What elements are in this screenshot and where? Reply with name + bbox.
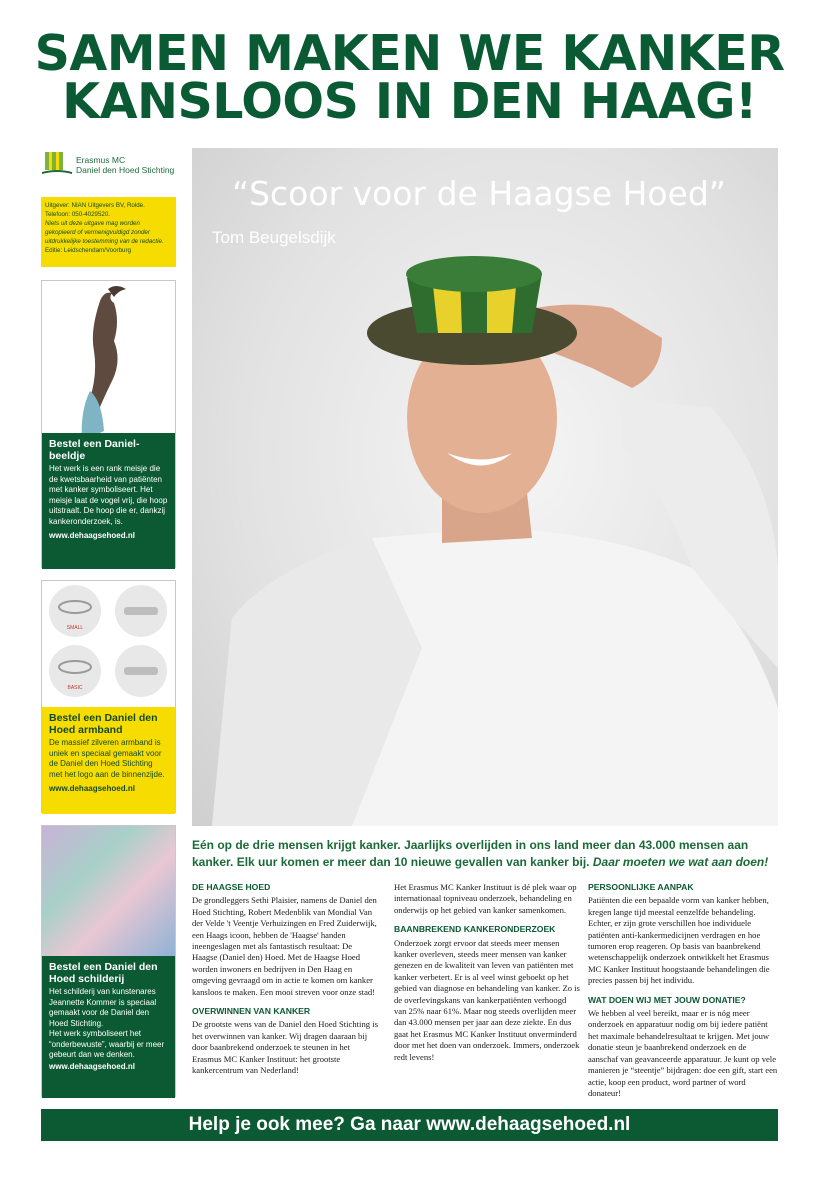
headline-line-2: KANSLOOS IN DEN HAAG!: [62, 73, 757, 130]
schilderij-url[interactable]: www.dehaagsehoed.nl: [49, 1061, 135, 1071]
schilderij-text-1: Het schilderij van kunstenares Jeannette Kommer is speciaal gemaakt voor de Daniel den Hoed Stichting.: [49, 987, 157, 1028]
text-instituut: Het Erasmus MC Kanker Instituut is dé plek waar op internationaal topniveau onderzoek, behandeling en onderwijs op het gebied van kanker samenkomen.: [394, 882, 577, 915]
text-overwinnen: De grootste wens van de Daniel den Hoed Stichting is het overwinnen van kanker. Wij dragen daaraan bij door baanbrekend onderzoek te steunen in het Erasmus MC Kanker Instituut: het grootste kankercentrum van Nederland!: [192, 1019, 378, 1076]
label-basic: BASIC: [67, 685, 83, 691]
heading-haagse-hoed: DE HAAGSE HOED: [192, 882, 271, 892]
hero-photo: [192, 148, 778, 826]
heading-overwinnen: OVERWINNEN VAN KANKER: [192, 1006, 311, 1017]
heading-onderzoek: BAANBREKEND KANKERONDERZOEK: [394, 924, 556, 935]
article-column-3: [588, 882, 778, 1107]
colophon-edition: Editie: Leidschendam/Voorburg: [45, 247, 131, 254]
beeldje-title: Bestel een Daniel-beeldje: [49, 438, 140, 462]
heading-donatie: WAT DOEN WIJ MET JOUW DONATIE?: [588, 994, 746, 1005]
armband-caption: [42, 707, 175, 814]
armband-image: [42, 581, 175, 814]
logo-line-2: Daniel den Hoed Stichting: [76, 165, 175, 175]
hat-logo-icon: [42, 150, 72, 180]
headline: [0, 25, 819, 130]
hero-quote: “Scoor voor de Haagse Hoed”: [232, 174, 726, 213]
article-column-1: [192, 882, 378, 1085]
erasmus-logo: [42, 150, 177, 182]
statue-icon: [42, 281, 175, 451]
schilderij-caption: [42, 956, 175, 1098]
beeldje-text: Het werk is een rank meisje die de kwetsbaarheid van patiënten met kanker symboliseert. Het meisje laat de vogel vrij, die hoop uitstraalt. De hoop die er, dankzij kankeronderzoek, is.: [49, 464, 168, 526]
beeldje-card[interactable]: [41, 280, 176, 568]
colophon-notice: Niets uit deze uitgave mag worden gekopieerd of vermenigvuldigd zonder uitdrukkelijke toestemming van de redactie.: [45, 220, 164, 245]
footer-banner[interactable]: Help je ook mee? Ga naar www.dehaagsehoed.nl: [41, 1109, 778, 1141]
portrait-illustration: [192, 148, 778, 826]
label-small: SMALL: [66, 625, 84, 631]
colophon-phone: Telefoon: 050-4029520.: [45, 211, 111, 218]
beeldje-caption: [42, 433, 175, 569]
hero-person-name: Tom Beugelsdijk: [212, 228, 336, 247]
logo-text: [76, 155, 174, 175]
text-haagse-hoed: De grondleggers Sethi Plaisier, namens de Daniel den Hoed Stichting, Robert Medenblik van Mondial Van der Velde 't Veentje Verhuizingen en Fred Zuiderwijk, een Haags icoon, hebben de 'Haagse' handen ineengeslagen met als fantastisch resultaat: De Haagse (Daniel den) Hoed. Met de Haagse Hoed worden inwoners en bedrijven in Den Haag en omgeving gevraagd om in actie te komen om kanker kansloos te maken. Een mooi streven voor onze stad!: [192, 895, 377, 997]
article-column-2: [394, 882, 580, 1071]
armband-title: Bestel een Daniel den Hoed armband: [49, 712, 158, 736]
schilderij-image: [42, 826, 175, 1098]
colophon-publisher: Uitgever: NIAN Uitgevers BV, Rolde.: [45, 202, 145, 209]
text-aanpak: Patiënten die een bepaalde vorm van kanker hebben, kregen lange tijd meestal eenzelfde behandeling. Echter, er zijn grote verschillen hoe individuele patiënten anti-kankermedicijnen verdragen en hoe tumoren erop reageren. Op basis van baanbrekend wetenschappelijk onderzoek ontwikkelt het Erasmus MC Kanker Instituut hoogstaande behandelingen die precies passen bij het individu.: [588, 895, 770, 986]
armband-url[interactable]: www.dehaagsehoed.nl: [49, 784, 135, 793]
intro-text: [192, 837, 778, 871]
colophon-box: [41, 197, 176, 267]
beeldje-image: [42, 281, 175, 569]
intro-body: Eén op de drie mensen krijgt kanker. Jaarlijks overlijden in ons land meer dan 43.000 mensen aan kanker. Elk uur komen er meer dan 10 nieuwe gevallen van kanker bij.: [192, 838, 749, 869]
painting-icon: [42, 826, 175, 956]
armband-text: De massief zilveren armband is uniek en speciaal gemaakt voor de Daniel den Hoed Stichting met het logo aan de binnenzijde.: [49, 738, 165, 779]
schilderij-card[interactable]: [41, 825, 176, 1097]
intro-emphasis: Daar moeten we wat aan doen!: [592, 855, 769, 869]
logo-line-1: Erasmus MC: [76, 155, 126, 165]
bracelet-icon: [42, 581, 175, 706]
schilderij-text-2: Het werk symboliseert het “onderbewuste”, waarbij er meer gebeurt dan we denken.: [49, 1029, 165, 1059]
schilderij-title: Bestel een Daniel den Hoed schilderij: [49, 961, 158, 985]
text-onderzoek: Onderzoek zorgt ervoor dat steeds meer mensen kanker overleven, steeds meer mensen van kanker genezen en de kwaliteit van leven van patiënten met kanker verbetert. Er is al veel winst geboekt op het gebied van diagnose en behandeling van kanker. Zo is de overlevingskans van kankerpatiënten verhoogd van 25% naar 61%. Maar nog steeds overlijden meer dan 43.000 mensen per jaar aan deze ziekte. En dus gaat het Erasmus MC Kanker Instituut onverminderd door met het doen van onderzoek. Immers, onderzoek redt levens!: [394, 937, 580, 1062]
headline-line-1: SAMEN MAKEN WE KANKER: [34, 25, 785, 82]
heading-aanpak: PERSOONLIJKE AANPAK: [588, 882, 694, 892]
beeldje-url[interactable]: www.dehaagsehoed.nl: [49, 531, 135, 540]
text-donatie: We hebben al veel bereikt, maar er is nóg meer onderzoek en apparatuur nodig om bij iedere patiënt het maximale behandelresultaat te krijgen. Met jouw donatie steun je baanbrekend onderzoek en de aanschaf van geavanceerde apparatuur. Je kunt op vele manieren je “steentje” bijdragen: doe een gift, start een actie, koop een product, word partner of word donateur!: [588, 1008, 778, 1098]
armband-card[interactable]: [41, 580, 176, 813]
